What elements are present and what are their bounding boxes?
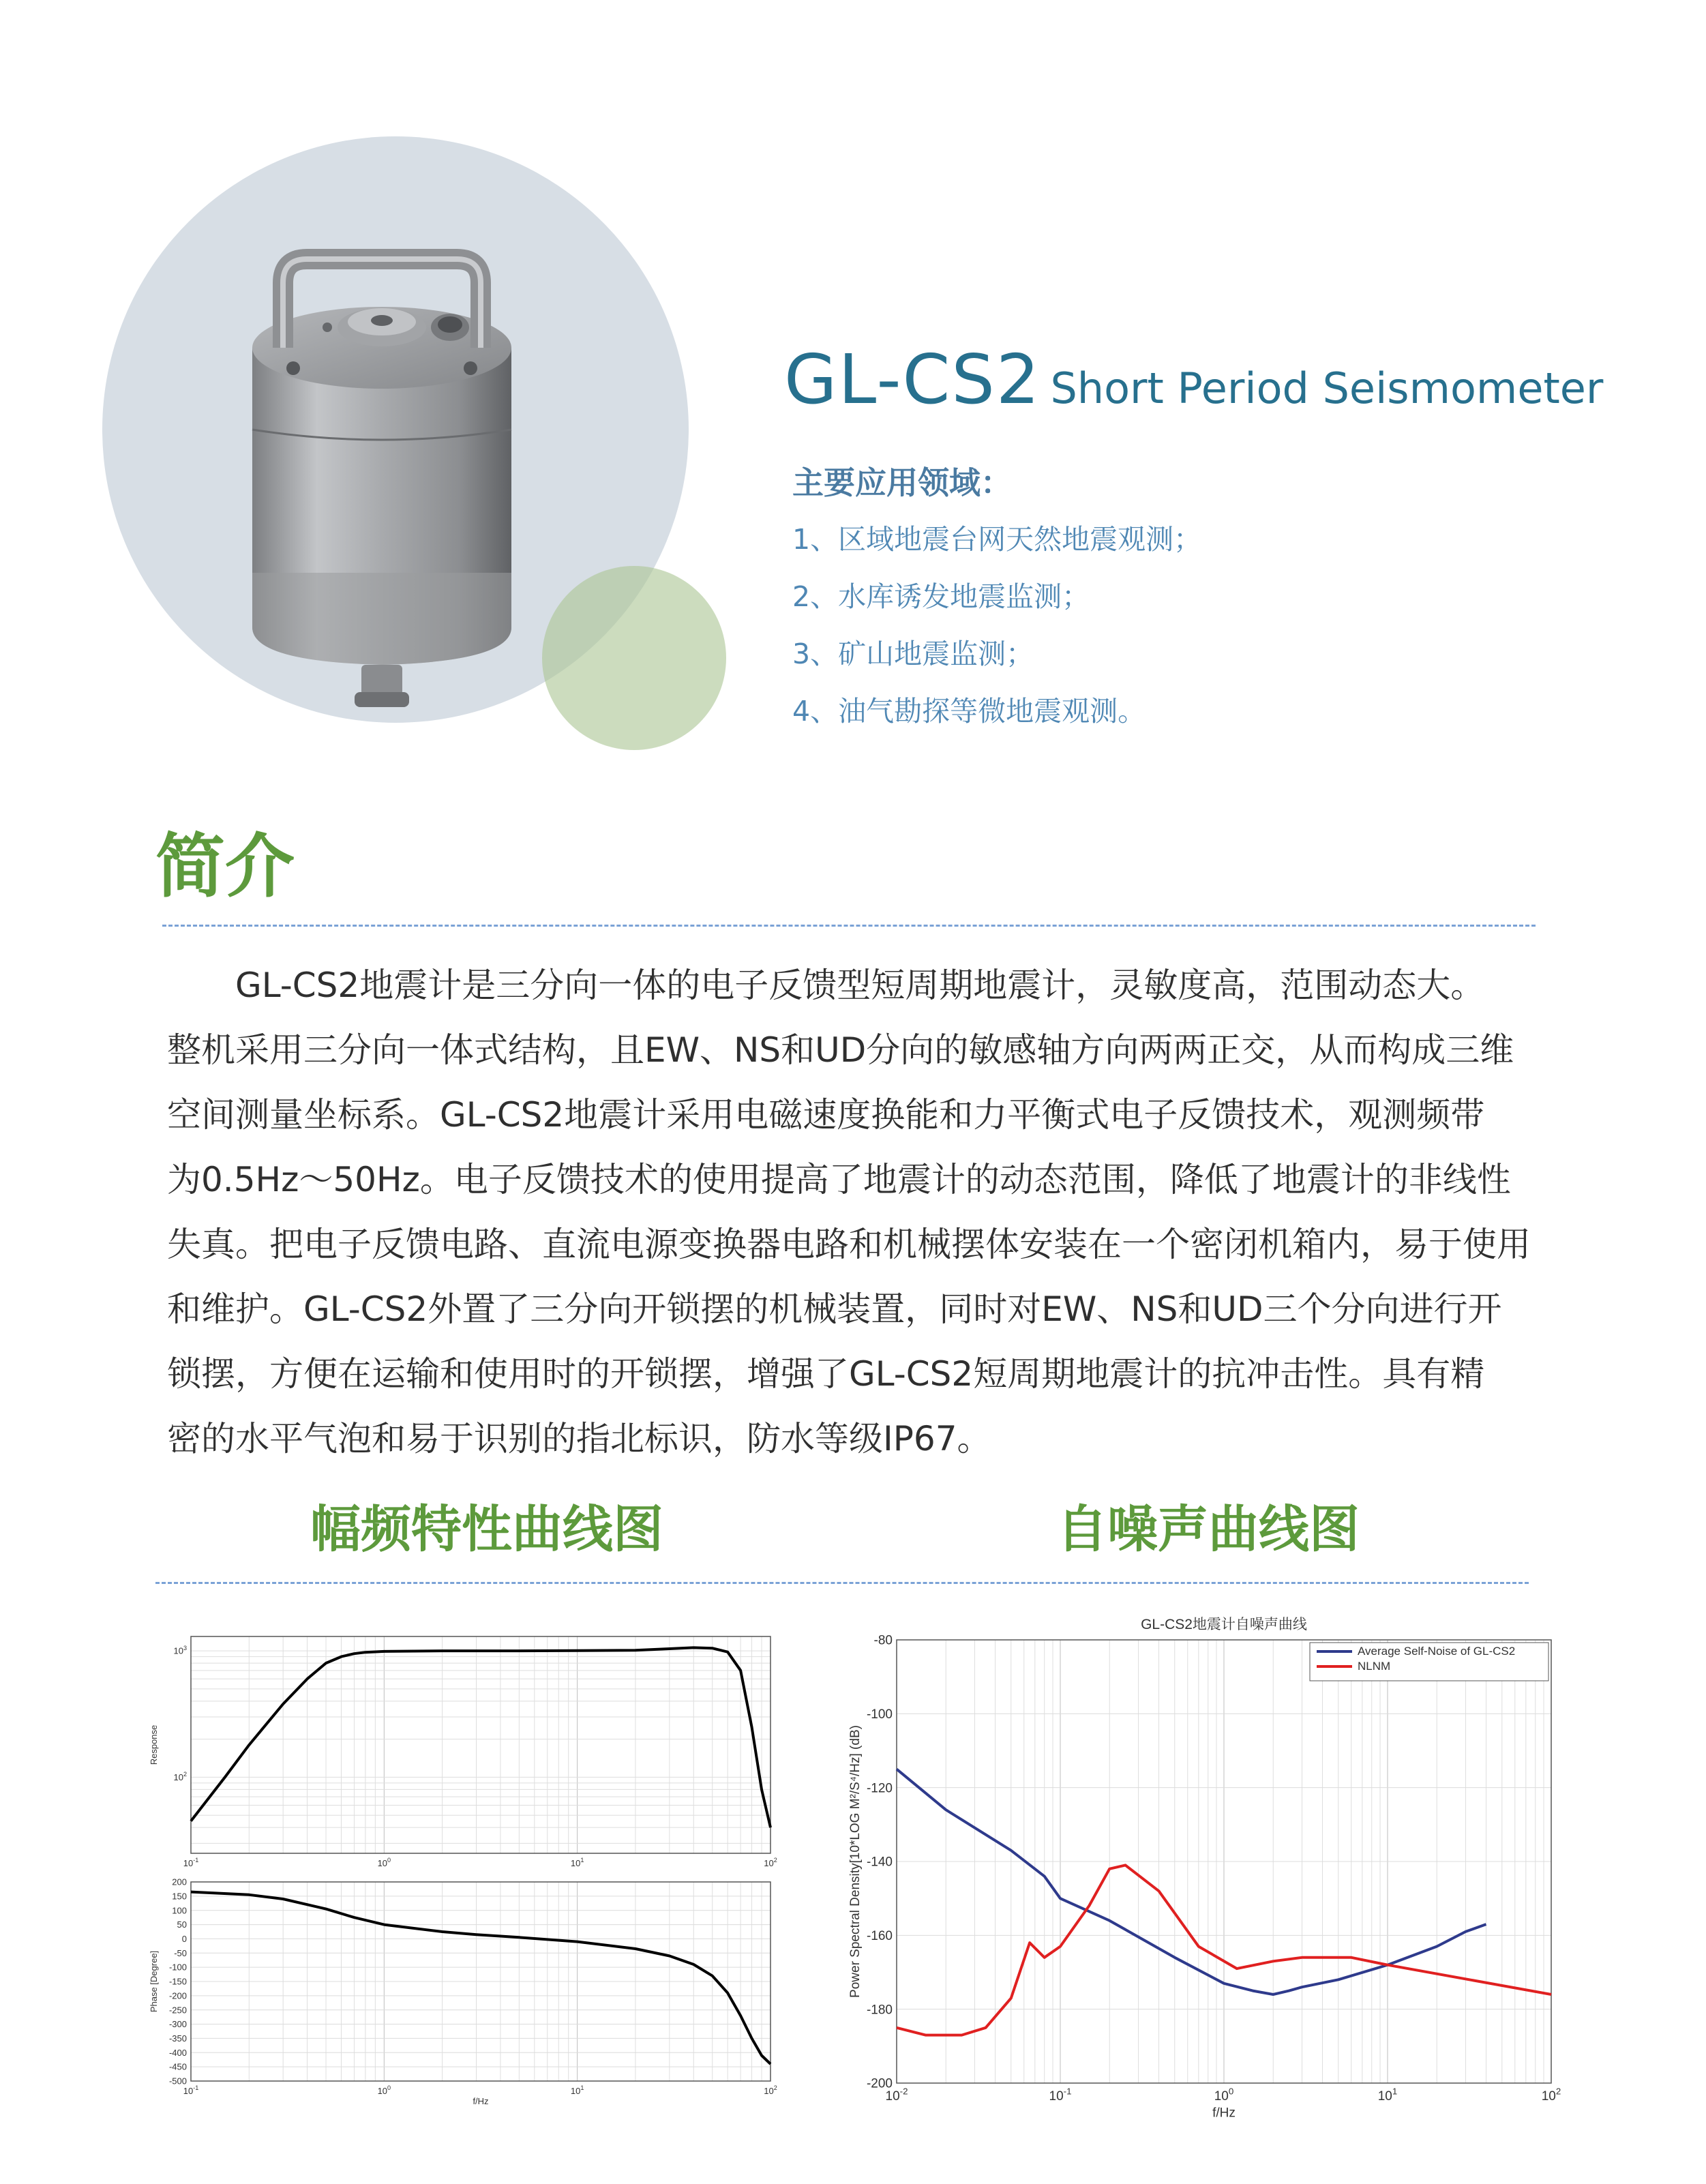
y-tick-label: -200 <box>168 1990 187 2001</box>
y-tick-label: -450 <box>168 2061 187 2072</box>
application-item: 3、矿山地震监测； <box>792 638 1034 670</box>
x-tick-label: $10^1$ <box>570 2084 584 2096</box>
intro-line: 失真。把电子反馈电路、直流电源变换器电路和机械摆体安装在一个密闭机箱内，易于使用 <box>167 1225 1531 1264</box>
y-tick-label: 200 <box>172 1876 187 1887</box>
y-tick-label: -100 <box>866 1707 893 1722</box>
y-tick-label: 50 <box>177 1919 187 1930</box>
y-axis-label: Response <box>149 1724 159 1765</box>
y-tick-label: -140 <box>866 1855 893 1870</box>
section-divider <box>155 1582 1529 1584</box>
intro-line: 密的水平气泡和易于识别的指北标识，防水等级IP67。 <box>167 1419 991 1459</box>
seismometer-product-image <box>225 245 539 716</box>
y-tick-label: -250 <box>168 2005 187 2016</box>
intro-line: GL-CS2地震计是三分向一体的电子反馈型短周期地震计，灵敏度高，范围动态大。 <box>235 966 1485 1005</box>
x-tick-label: $10^0$ <box>377 2084 391 2096</box>
intro-heading: 简介 <box>155 826 295 908</box>
y-tick-label: -80 <box>873 1633 893 1648</box>
product-model: GL-CS2 <box>784 340 1041 419</box>
product-title <box>784 340 1603 419</box>
y-tick-label: $10^3$ <box>173 1644 187 1656</box>
y-tick-label: 0 <box>181 1933 187 1944</box>
x-tick-label: $10^{-2}$ <box>885 2086 908 2104</box>
y-tick-label: 150 <box>172 1891 187 1902</box>
y-tick-label: -50 <box>174 1947 187 1958</box>
amplitude-phase-chart <box>143 1623 784 2114</box>
x-tick-label: $10^1$ <box>1377 2086 1398 2104</box>
intro-body <box>167 953 1538 1471</box>
x-tick-label: $10^{-1}$ <box>183 2084 199 2096</box>
decorative-green-circle <box>542 566 726 750</box>
x-tick-label: $10^{-1}$ <box>1049 2086 1072 2104</box>
applications-heading: 主要应用领域： <box>792 464 1012 501</box>
x-tick-label: $10^2$ <box>764 1857 777 1868</box>
y-tick-label: -150 <box>168 1976 187 1987</box>
y-axis-label: Power Spectral Density[10*LOG M²/S⁴/Hz] (dB) <box>848 1725 863 1998</box>
y-axis-label: Phase [Degree] <box>149 1950 159 2013</box>
y-tick-label: $10^2$ <box>173 1771 187 1782</box>
plot-frame <box>191 1636 770 1853</box>
intro-line: 和维护。GL-CS2外置了三分向开锁摆的机械装置，同时对EW、NS和UD三个分向进行开 <box>167 1289 1502 1329</box>
x-axis-label: f/Hz <box>473 2095 489 2106</box>
y-tick-label: -300 <box>168 2019 187 2030</box>
amplitude-frequency-heading: 幅频特性曲线图 <box>310 1500 663 1559</box>
y-tick-label: -160 <box>866 1928 893 1943</box>
y-tick-label: -500 <box>168 2076 187 2086</box>
y-tick-label: -180 <box>866 2003 893 2018</box>
y-tick-label: -200 <box>866 2076 893 2091</box>
x-tick-label: $10^2$ <box>1541 2086 1561 2104</box>
x-axis-label: f/Hz <box>1212 2106 1236 2121</box>
intro-line: 整机采用三分向一体式结构，且EW、NS和UD分向的敏感轴方向两两正交，从而构成三维 <box>167 1030 1514 1070</box>
self-noise-heading: 自噪声曲线图 <box>1057 1500 1360 1559</box>
x-tick-label: $10^{-1}$ <box>183 1857 199 1868</box>
series-line <box>897 1769 1486 1994</box>
y-tick-label: -120 <box>866 1781 893 1796</box>
intro-line: 锁摆，方便在运输和使用时的开锁摆，增强了GL-CS2短周期地震计的抗冲击性。具有精 <box>167 1354 1485 1394</box>
series-line <box>191 1647 770 1827</box>
y-tick-label: -400 <box>168 2047 187 2058</box>
y-tick-label: -100 <box>168 1962 187 1973</box>
product-name: Short Period Seismometer <box>1050 363 1604 413</box>
x-tick-label: $10^0$ <box>1214 2086 1234 2104</box>
y-tick-label: -350 <box>168 2033 187 2044</box>
section-divider <box>162 925 1536 927</box>
intro-line: 为0.5Hz～50Hz。电子反馈技术的使用提高了地震计的动态范围，降低了地震计的非线性 <box>167 1160 1511 1199</box>
self-noise-chart <box>835 1613 1568 2124</box>
x-tick-label: $10^0$ <box>377 1857 391 1868</box>
legend-label: NLNM <box>1358 1660 1391 1673</box>
legend-label: Average Self-Noise of GL-CS2 <box>1358 1645 1516 1658</box>
x-tick-label: $10^2$ <box>764 2084 777 2096</box>
y-tick-label: 100 <box>172 1905 187 1916</box>
application-item: 4、油气勘探等微地震观测。 <box>792 695 1146 728</box>
application-item: 2、水库诱发地震监测； <box>792 580 1090 613</box>
chart-title: GL-CS2地震计自噪声曲线 <box>1141 1617 1307 1632</box>
application-item: 1、区域地震台网天然地震观测； <box>792 523 1202 556</box>
intro-line: 空间测量坐标系。GL-CS2地震计采用电磁速度换能和力平衡式电子反馈技术，观测频带 <box>167 1095 1485 1135</box>
x-tick-label: $10^1$ <box>570 1857 584 1868</box>
